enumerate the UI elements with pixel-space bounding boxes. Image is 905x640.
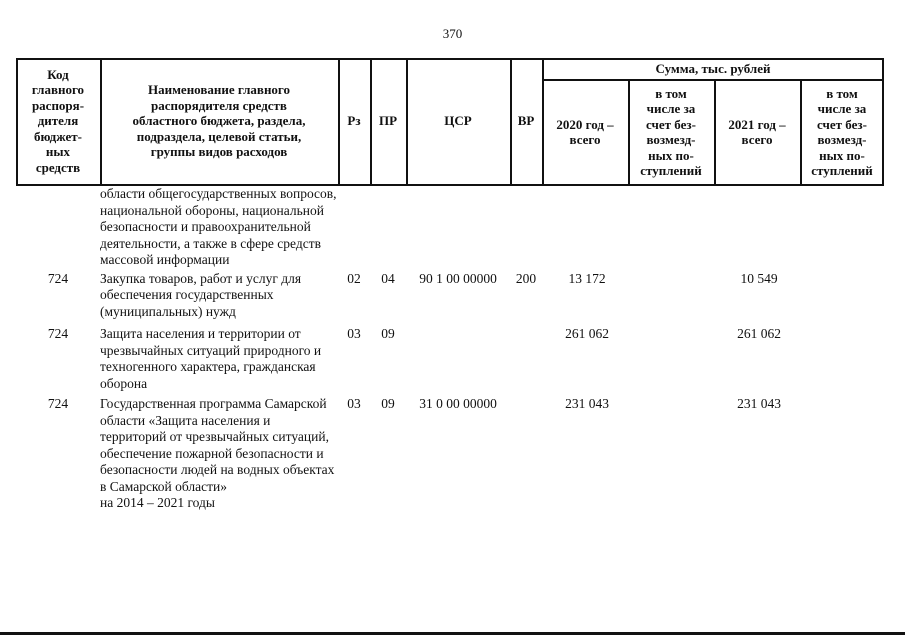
table-body [16,186,884,512]
row-rz: 03 [347,326,361,341]
table-row [16,186,884,269]
header-sum-group: Сумма, тыс. рублей [655,60,771,76]
row-name: Закупка товаров, работ и услуг для обеспечения государственных (муниципальных) нужд [100,270,302,319]
header-rz: Рз [347,113,361,129]
header-2020-total: 2020 год – всего [556,116,614,147]
header-csr: ЦСР [444,113,472,129]
table-header [16,58,884,186]
row-2021-total: 231 043 [737,396,781,411]
row-csr: 31 0 00 00000 [419,396,497,411]
row-2020-total: 231 043 [565,396,609,411]
row-rz: 02 [347,270,361,286]
row-name: области общегосударственных вопросов, национальной обороны, национальной безопасности и правоохранительной деятельности, а также в сфере средств массовой информации [100,186,337,267]
header-2021-total: 2021 год – всего [728,116,786,147]
header-2021-free: в том числе за счет без- возмезд- ных по- ступлений [811,85,873,178]
row-name: Защита населения и территории от чрезвычайных ситуаций природного и техногенного характера, гражданская оборона [100,326,322,391]
page-number: 370 [442,26,463,41]
row-rz: 03 [347,396,361,411]
table-row [16,271,884,321]
header-2020-free: в том числе за счет без- возмезд- ных по- ступлений [640,85,702,178]
header-pr: ПР [378,113,398,129]
table-row [16,326,884,392]
row-pr: 09 [381,396,395,411]
row-2021-total: 261 062 [737,326,781,341]
header-name: Наименование главного распорядителя средств областного бюджета, раздела, подраздела, целевой статьи, группы видов расходов [132,82,306,160]
row-vr: 200 [515,270,537,286]
header-vr: ВР [517,113,535,129]
row-code: 724 [47,270,69,286]
row-2020-total: 13 172 [568,270,606,286]
table-row [16,396,884,512]
row-pr: 04 [381,270,395,286]
row-csr: 90 1 00 00000 [419,270,497,286]
header-code: Код главного распоря- дителя бюджет- ных средств [31,66,85,175]
page-bottom-rule [0,632,905,635]
row-code: 724 [47,396,69,411]
row-code: 724 [47,326,69,341]
row-2020-total: 261 062 [565,326,609,341]
row-pr: 09 [381,326,395,341]
row-name: Государственная программа Самарской области «Защита населения и территорий от чрезвычайных ситуаций, обеспечение пожарной безопасности и безопасности людей на водных объектах в Самарской области» на 2014 – 2021 годы [100,396,335,510]
row-2021-total: 10 549 [740,270,778,286]
